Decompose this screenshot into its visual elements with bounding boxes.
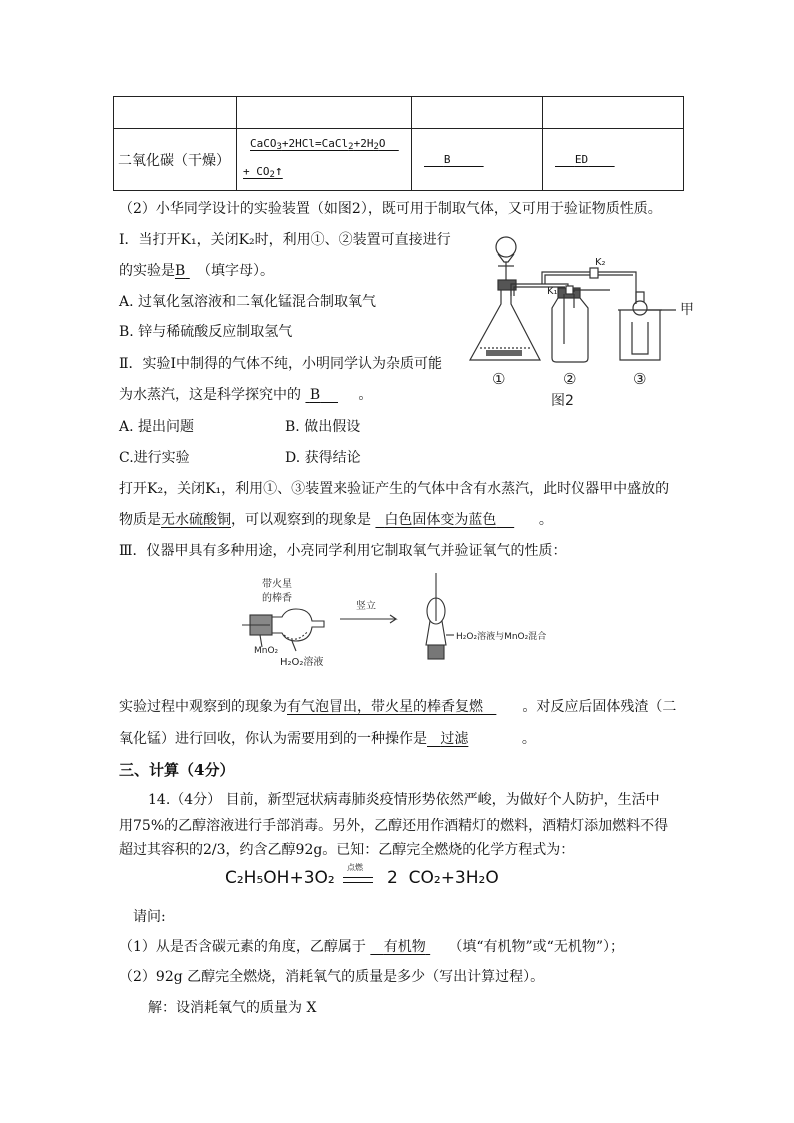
apparatus-2-label: ② (563, 370, 577, 388)
equation-equals-bottom (343, 882, 373, 883)
choice-d: D. 获得结论 (285, 450, 361, 466)
k2-clamp-icon (590, 268, 598, 278)
figure-2-apparatus (458, 232, 698, 412)
apparatus-3-label: ③ (633, 370, 647, 388)
answer-b: B (175, 263, 186, 279)
q2-intro: （2）小华同学设计的实验装置（如图2），既可用于制取气体，又可用于验证物质性质。 (119, 201, 662, 217)
table-cell (543, 97, 684, 129)
substance-answer: 无水硫酸铜 (161, 512, 231, 528)
stick-label-1: 带火星 (262, 579, 292, 590)
upright-stopper-icon (428, 645, 444, 659)
choice-b: B. 做出假设 (285, 419, 361, 435)
q14-line3: 超过其容积的2/3，约含乙醇92g。已知：乙醇完全燃烧的化学方程式为： (119, 842, 575, 858)
test-tube-icon (632, 322, 648, 354)
jia-label: 甲 (680, 302, 694, 318)
q2-ii-line1: Ⅱ．实验Ⅰ中制得的气体不纯，小明同学认为杂质可能 (119, 356, 443, 372)
ethanol-combustion-equation (225, 862, 525, 898)
q14-line1: 14.（4分） 目前，新型冠状病毒肺炎疫情形势依然严峻，为做好个人防护，生活中 (148, 792, 660, 808)
k2-label: K₂ (595, 257, 606, 268)
part-1-line: （1）从是否含碳元素的角度，乙醇属于 有机物 （填“有机物”或“无机物”）； (119, 939, 624, 955)
gas-name: 二氧化碳（干燥） (118, 152, 230, 169)
upright-arrow-icon (340, 615, 396, 623)
equation-equals-top (343, 877, 373, 878)
part-2-line: （2）92g 乙醇完全燃烧，消耗氧气的质量是多少（写出计算过程）。 (119, 969, 545, 985)
equation-line1: $CaCO_3+2HCl=CaCl_2+2H_2O$ (250, 136, 386, 152)
table-cell-generator (412, 129, 543, 191)
figure-2-caption: 图2 (551, 393, 574, 409)
table-cell-equation (237, 129, 412, 191)
equation-left: C₂H₅OH+3O₂ (225, 868, 335, 888)
q2-i-line2: 的实验是B （填字母）。 (119, 263, 274, 279)
gas-table (113, 96, 684, 191)
q2-ii-line2: 为水蒸汽，这是科学探究中的 B 。 (119, 387, 373, 403)
table-cell-collector (543, 129, 684, 191)
part-1-answer: 有机物 (383, 939, 426, 955)
open-k2-line: 打开K₂，关闭K₁，利用①、③装置来验证产生的气体中含有水蒸汽，此时仪器甲中盛放的 (119, 481, 670, 497)
generator-answer: B (443, 153, 451, 166)
table-cell (237, 97, 412, 129)
phenomenon-answer: 白色固体变为蓝色 (384, 512, 497, 528)
mix-label: H₂O₂溶液与MnO₂混合 (456, 632, 547, 642)
horizontal-instrument-icon (272, 609, 324, 641)
table-cell (412, 97, 543, 129)
recover-answer: 过滤 (440, 731, 469, 747)
funnel-bulb-icon (496, 237, 516, 257)
q14-line2: 用75%的乙醇溶液进行手部消毒。另外，乙醇还用作酒精灯的燃料，酒精灯添加燃料不得 (119, 818, 669, 834)
option-b: B. 锌与稀硫酸反应制取氢气 (119, 324, 293, 340)
q2-i-line1: Ⅰ．当打开K₁，关闭K₂时，利用①、②装置可直接进行 (119, 232, 451, 248)
observation-line: 实验过程中观察到的现象为有气泡冒出，带火星的棒香复燃 。对反应后固体残渣（二 (119, 699, 677, 715)
recover-line: 氧化锰）进行回收，你认为需要用到的一种操作是 过滤 。 (119, 731, 536, 747)
solution-start: 解：设消耗氧气的质量为 X (148, 1000, 317, 1016)
apparatus-1-label: ① (492, 370, 506, 388)
q2-iii-line: Ⅲ．仪器甲具有多种用途，小亮同学利用它制取氧气并验证氧气的性质： (119, 543, 567, 559)
instrument-jia-icon (633, 301, 647, 315)
h2o2-label: H₂O₂溶液 (280, 657, 324, 668)
equation-right: 2 CO₂+3H₂O (387, 868, 499, 888)
substance-line: 物质是无水硫酸铜，可以观察到的现象是 白色固体变为蓝色 。 (119, 512, 553, 528)
gas-bottle-icon (552, 298, 588, 362)
choice-c: C.进行实验 (119, 450, 190, 466)
table-row (114, 97, 684, 129)
table-row (114, 129, 684, 191)
table-cell (114, 97, 237, 129)
collector-answer: ED (574, 153, 589, 166)
upright-label: 竖立 (356, 601, 376, 612)
section-3-heading: 三、计算（4分） (119, 761, 235, 779)
ask-label: 请问: (133, 909, 166, 925)
conical-flask-icon (470, 290, 540, 360)
option-a: A. 过氧化氢溶液和二氧化锰混合制取氧气 (119, 294, 377, 310)
equation-condition: 点燃 (347, 863, 363, 872)
equation-line2: + $CO_2↑$ (243, 163, 283, 180)
table-cell-gas-name (114, 129, 237, 191)
observation-answer: 有气泡冒出，带火星的棒香复燃 (287, 699, 483, 715)
k1-label: K₁ (547, 286, 558, 297)
flask-stopper-icon (498, 280, 516, 290)
k1-clamp-icon (566, 286, 573, 294)
figure-3-oxygen-experiment (240, 571, 570, 671)
mno2-label: MnO₂ (254, 646, 279, 656)
choice-a: A. 提出问题 (119, 419, 195, 435)
beaker-icon (620, 310, 660, 360)
stick-label-2: 的棒香 (262, 593, 292, 604)
